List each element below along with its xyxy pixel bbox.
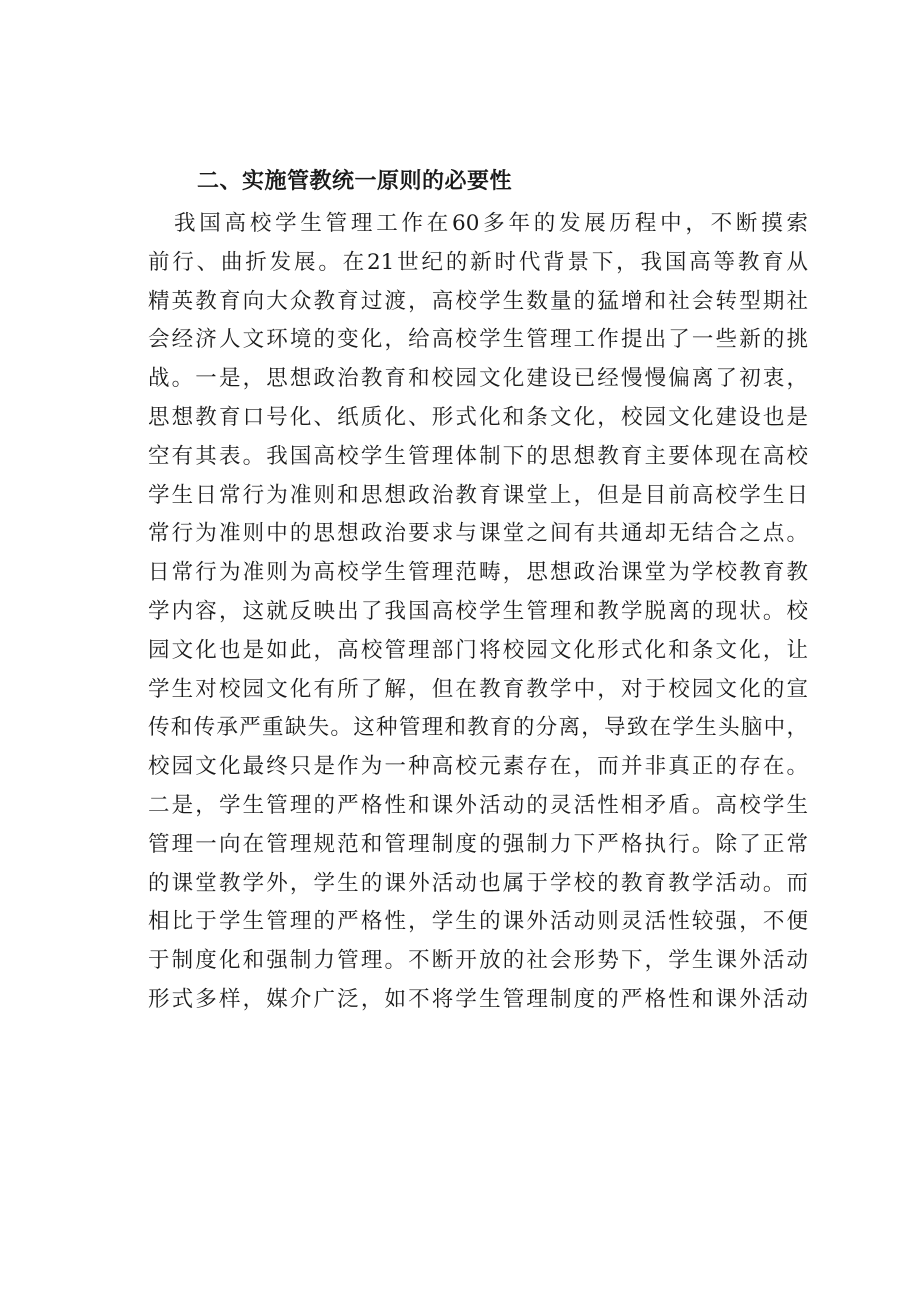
paragraph-line: 传和传承严重缺失。这种管理和教育的分离，导致在学生头脑中，	[148, 715, 808, 741]
paragraph-line: 会经济人文环境的变化，给高校学生管理工作提出了一些新的挑	[148, 327, 808, 353]
paragraph-line: 常行为准则中的思想政治要求与课堂之间有共通却无结合之点。	[148, 521, 808, 547]
paragraph-line: 空有其表。我国高校学生管理体制下的思想教育主要体现在高校	[148, 443, 808, 469]
paragraph-line: 园文化也是如此，高校管理部门将校园文化形式化和条文化，让	[148, 637, 808, 663]
paragraph-line: 于制度化和强制力管理。不断开放的社会形势下，学生课外活动	[148, 948, 808, 974]
paragraph-line: 校园文化最终只是作为一种高校元素存在，而并非真正的存在。	[148, 754, 808, 780]
paragraph-line: 战。一是，思想政治教育和校园文化建设已经慢慢偏离了初衷，	[148, 366, 808, 392]
paragraph-line: 学生对校园文化有所了解，但在教育教学中，对于校园文化的宣	[148, 676, 808, 702]
paragraph-line: 相比于学生管理的严格性，学生的课外活动则灵活性较强，不便	[148, 909, 808, 935]
paragraph-line: 的课堂教学外，学生的课外活动也属于学校的教育教学活动。而	[148, 870, 808, 896]
paragraph-line: 我国高校学生管理工作在60多年的发展历程中，不断摸索	[174, 211, 808, 236]
paragraph-line: 管理一向在管理规范和管理制度的强制力下严格执行。除了正常	[148, 831, 808, 857]
section-heading: 二、实施管教统一原则的必要性	[197, 169, 513, 194]
body-paragraph	[148, 205, 808, 1020]
paragraph-line: 形式多样，媒介广泛，如不将学生管理制度的严格性和课外活动	[148, 986, 808, 1012]
paragraph-line: 学生日常行为准则和思想政治教育课堂上，但是目前高校学生日	[148, 482, 808, 508]
paragraph-line: 日常行为准则为高校学生管理范畴，思想政治课堂为学校教育教	[148, 560, 808, 586]
paragraph-line: 学内容，这就反映出了我国高校学生管理和教学脱离的现状。校	[148, 598, 808, 624]
paragraph-line: 精英教育向大众教育过渡，高校学生数量的猛增和社会转型期社	[148, 288, 808, 314]
paragraph-line: 思想教育口号化、纸质化、形式化和条文化，校园文化建设也是	[148, 404, 808, 430]
paragraph-line: 二是，学生管理的严格性和课外活动的灵活性相矛盾。高校学生	[148, 792, 808, 818]
paragraph-line: 前行、曲折发展。在21世纪的新时代背景下，我国高等教育从	[148, 249, 808, 275]
